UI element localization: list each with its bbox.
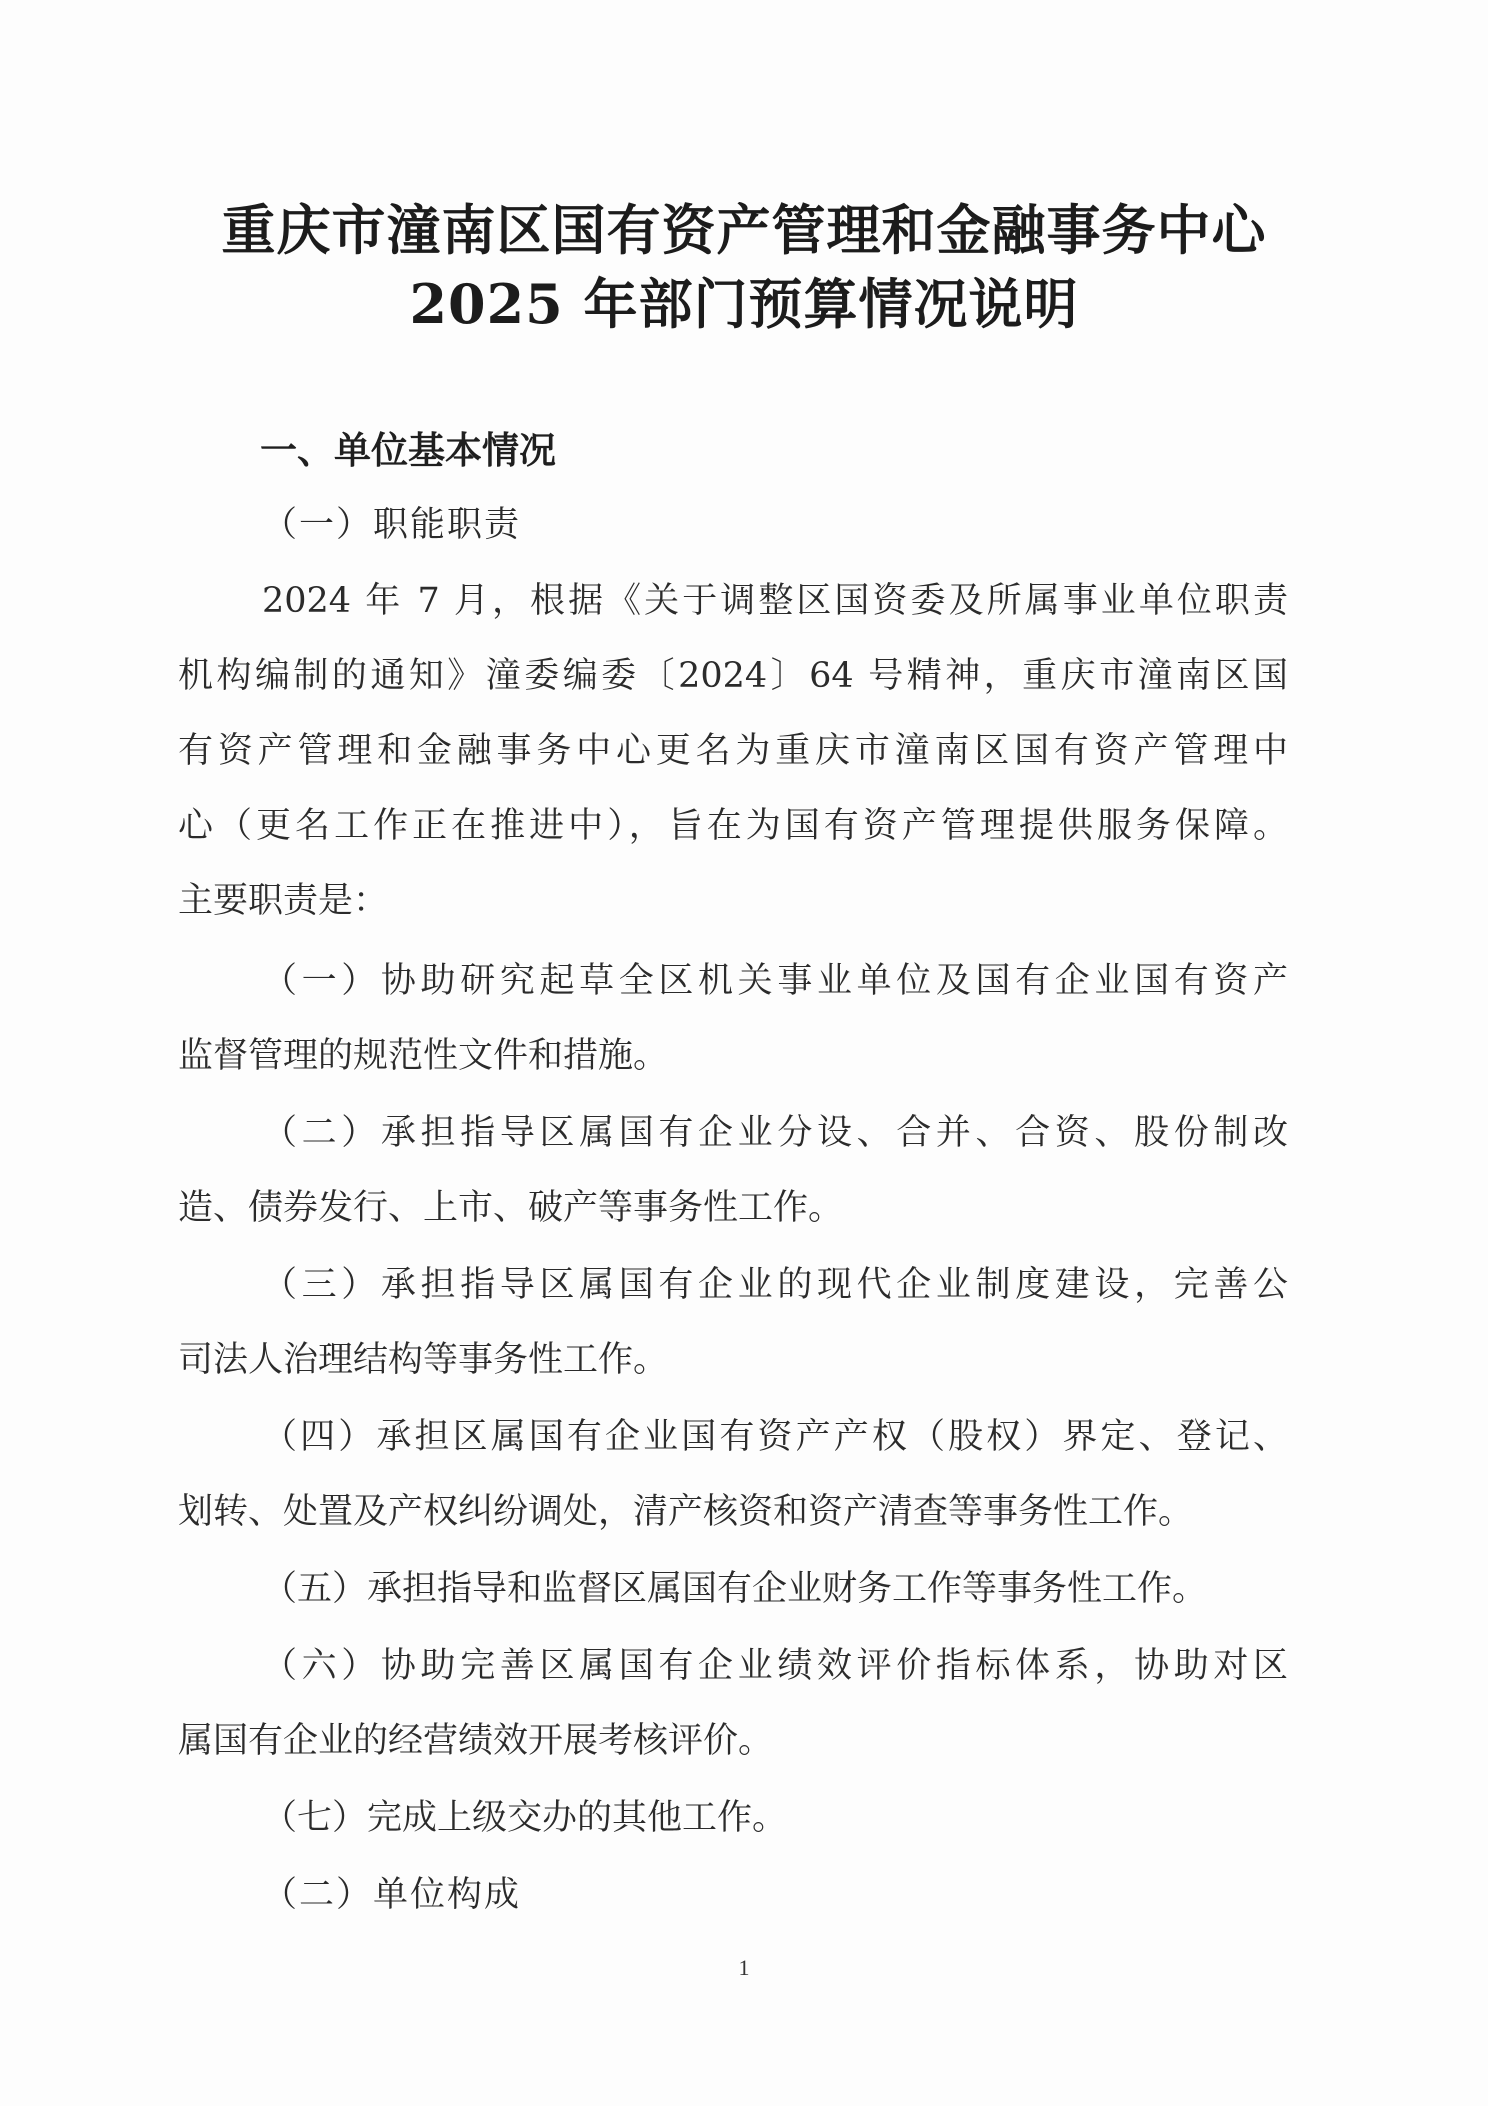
subsection-heading-composition: （二）单位构成 <box>262 1875 522 1915</box>
document-title-line-1: 重庆市潼南区国有资产管理和金融事务中心 <box>221 198 1267 262</box>
duty-item-5-line: （五）承担指导和监督区属国有企业财务工作等事务性工作。 <box>262 1569 1208 1609</box>
duty-item-7-line: （七）完成上级交办的其他工作。 <box>262 1798 788 1838</box>
duty-item-4-line: （四）承担区属国有企业国有资产产权（股权）界定、登记、 <box>262 1417 1288 1457</box>
document-title-line-2: 2025 年部门预算情况说明 <box>409 272 1079 336</box>
duty-item-3-line: （三）承担指导区属国有企业的现代企业制度建设，完善公 <box>262 1265 1288 1305</box>
intro-line: 机构编制的通知》潼委编委〔2024〕64 号精神，重庆市潼南区国 <box>178 656 1288 696</box>
intro-line: 2024 年 7 月，根据《关于调整区国资委及所属事业单位职责 <box>262 581 1288 621</box>
duty-item-2-line: 造、债券发行、上市、破产等事务性工作。 <box>178 1188 844 1228</box>
duty-item-6-line: （六）协助完善区属国有企业绩效评价指标体系，协助对区 <box>262 1646 1288 1686</box>
section-heading-basic-info: 一、单位基本情况 <box>260 429 556 472</box>
intro-line: 主要职责是： <box>178 881 389 921</box>
intro-line: 有资产管理和金融事务中心更名为重庆市潼南区国有资产管理中 <box>178 731 1288 771</box>
duty-item-6-line: 属国有企业的经营绩效开展考核评价。 <box>178 1721 774 1761</box>
intro-line: 心（更名工作正在推进中），旨在为国有资产管理提供服务保障。 <box>178 806 1288 846</box>
subsection-heading-functions: （一）职能职责 <box>262 505 522 545</box>
duty-item-2-line: （二）承担指导区属国有企业分设、合并、合资、股份制改 <box>262 1113 1288 1153</box>
duty-item-4-line: 划转、处置及产权纠纷调处，清产核资和资产清查等事务性工作。 <box>178 1492 1194 1532</box>
page-number: 1 <box>738 1955 750 1980</box>
duty-item-1-line: 监督管理的规范性文件和措施。 <box>178 1036 669 1076</box>
duty-item-1-line: （一）协助研究起草全区机关事业单位及国有企业国有资产 <box>262 961 1288 1001</box>
duty-item-3-line: 司法人治理结构等事务性工作。 <box>178 1340 669 1380</box>
